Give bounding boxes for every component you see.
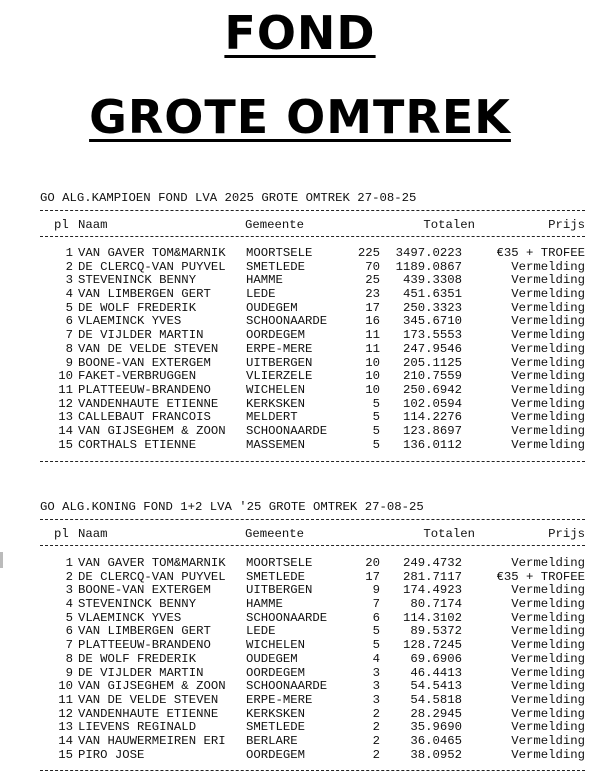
total-cell: 439.3308 <box>402 273 462 288</box>
rank-cell: 14 <box>58 733 73 748</box>
gemeente-cell: KERKSKEN <box>246 706 306 721</box>
table-row <box>40 357 585 371</box>
total-cell: 38.0952 <box>410 747 462 762</box>
name-cell: VLAEMINCK YVES <box>78 610 182 625</box>
table-row <box>40 625 585 639</box>
rank-cell: 7 <box>65 328 73 343</box>
col-naam: Naam <box>78 527 108 541</box>
page-title-line1-text: FOND <box>224 6 376 60</box>
rank-cell: 4 <box>65 597 73 612</box>
total-cell: 1189.0867 <box>395 259 462 274</box>
prize-cell: Vermelding <box>511 733 585 748</box>
count-cell: 10 <box>365 355 380 370</box>
name-cell: STEVENINCK BENNY <box>78 597 197 612</box>
rank-cell: 2 <box>65 259 73 274</box>
table2-bottom-divider <box>40 770 585 771</box>
prize-cell: Vermelding <box>511 259 585 274</box>
rank-cell: 6 <box>65 624 73 639</box>
gemeente-cell: SMETLEDE <box>246 569 306 584</box>
count-cell: 5 <box>372 437 380 452</box>
rank-cell: 12 <box>58 396 73 411</box>
table2-top-divider <box>40 519 585 520</box>
table-row <box>40 247 585 261</box>
gemeente-cell: KERKSKEN <box>246 396 306 411</box>
rank-cell: 15 <box>58 437 73 452</box>
rank-cell: 10 <box>58 679 73 694</box>
prize-cell: Vermelding <box>511 341 585 356</box>
gemeente-cell: BERLARE <box>246 733 298 748</box>
prize-cell: Vermelding <box>511 556 585 570</box>
gemeente-cell: LEDE <box>246 287 276 302</box>
name-cell: VAN GIJSEGHEM & ZOON <box>78 679 226 694</box>
rank-cell: 3 <box>65 273 73 288</box>
gemeente-cell: VLIERZELE <box>246 369 313 384</box>
total-cell: 128.7245 <box>402 638 462 653</box>
total-cell: 210.7559 <box>402 369 462 384</box>
gemeente-cell: MELDERT <box>246 410 298 425</box>
prize-cell: Vermelding <box>511 706 585 721</box>
total-cell: 80.7174 <box>410 597 462 612</box>
table-row <box>40 680 585 694</box>
total-cell: 173.5553 <box>402 328 462 343</box>
col-prijs: Prijs <box>548 218 585 232</box>
prize-cell: Vermelding <box>511 410 585 425</box>
count-cell: 10 <box>365 369 380 384</box>
count-cell: 2 <box>372 720 380 735</box>
count-cell: 5 <box>372 638 380 653</box>
name-cell: BOONE-VAN EXTERGEM <box>78 583 211 598</box>
table-row <box>40 653 585 667</box>
rank-cell: 12 <box>58 706 73 721</box>
gemeente-cell: SCHOONAARDE <box>246 679 328 694</box>
gemeente-cell: SMETLEDE <box>246 720 306 735</box>
prize-cell: Vermelding <box>511 273 585 288</box>
prize-cell: Vermelding <box>511 638 585 653</box>
table-row <box>40 343 585 357</box>
rank-cell: 13 <box>58 720 73 735</box>
prize-cell: €35 + TROFEE <box>496 569 585 584</box>
table-row <box>40 598 585 612</box>
rank-cell: 9 <box>65 355 73 370</box>
rank-cell: 5 <box>65 300 73 315</box>
table-row <box>40 302 585 316</box>
table1-bottom-divider <box>40 461 585 462</box>
total-cell: 250.3323 <box>402 300 462 315</box>
gemeente-cell: ERPE-MERE <box>246 692 313 707</box>
prize-cell: Vermelding <box>511 692 585 707</box>
count-cell: 5 <box>372 624 380 639</box>
table-row <box>40 557 585 571</box>
name-cell: FAKET-VERBRUGGEN <box>78 369 197 384</box>
col-pl: pl <box>54 527 69 541</box>
table2-rows <box>40 557 585 762</box>
count-cell: 20 <box>365 556 380 570</box>
count-cell: 11 <box>365 341 380 356</box>
table-row <box>40 667 585 681</box>
count-cell: 70 <box>365 259 380 274</box>
name-cell: VLAEMINCK YVES <box>78 314 182 329</box>
gemeente-cell: OUDEGEM <box>246 300 298 315</box>
name-cell: DE CLERCQ-VAN PUYVEL <box>78 569 226 584</box>
prize-cell: Vermelding <box>511 720 585 735</box>
rank-cell: 9 <box>65 665 73 680</box>
table-row <box>40 329 585 343</box>
name-cell: VAN DE VELDE STEVEN <box>78 341 219 356</box>
prize-cell: Vermelding <box>511 396 585 411</box>
name-cell: VAN LIMBERGEN GERT <box>78 624 211 639</box>
prize-cell: Vermelding <box>511 423 585 438</box>
table-row <box>40 735 585 749</box>
prize-cell: Vermelding <box>511 287 585 302</box>
rank-cell: 13 <box>58 410 73 425</box>
table-row <box>40 639 585 653</box>
table-row <box>40 288 585 302</box>
total-cell: 451.6351 <box>402 287 462 302</box>
total-cell: 46.4413 <box>410 665 462 680</box>
prize-cell: Vermelding <box>511 369 585 384</box>
table-row <box>40 398 585 412</box>
name-cell: DE CLERCQ-VAN PUYVEL <box>78 259 226 274</box>
count-cell: 11 <box>365 328 380 343</box>
table2-column-header <box>40 528 585 542</box>
total-cell: 345.6710 <box>402 314 462 329</box>
total-cell: 249.4732 <box>402 556 462 570</box>
name-cell: DE WOLF FREDERIK <box>78 651 197 666</box>
total-cell: 247.9546 <box>402 341 462 356</box>
table-row <box>40 384 585 398</box>
page-title-line2-text: GROTE OMTREK <box>89 90 511 144</box>
total-cell: 54.5818 <box>410 692 462 707</box>
prize-cell: Vermelding <box>511 597 585 612</box>
prize-cell: Vermelding <box>511 583 585 598</box>
gemeente-cell: SMETLEDE <box>246 259 306 274</box>
name-cell: VAN HAUWERMEIREN ERI <box>78 733 226 748</box>
name-cell: VAN LIMBERGEN GERT <box>78 287 211 302</box>
rank-cell: 5 <box>65 610 73 625</box>
prize-cell: Vermelding <box>511 355 585 370</box>
name-cell: VAN GAVER TOM&MARNIK <box>78 246 226 260</box>
rank-cell: 3 <box>65 583 73 598</box>
table1-rows <box>40 247 585 452</box>
gemeente-cell: OORDEGEM <box>246 747 306 762</box>
count-cell: 17 <box>365 569 380 584</box>
name-cell: VAN DE VELDE STEVEN <box>78 692 219 707</box>
total-cell: 69.6906 <box>410 651 462 666</box>
table2-header-divider <box>40 545 585 546</box>
count-cell: 2 <box>372 733 380 748</box>
col-pl: pl <box>54 218 69 232</box>
col-naam: Naam <box>78 218 108 232</box>
gemeente-cell: HAMME <box>246 597 283 612</box>
name-cell: VANDENHAUTE ETIENNE <box>78 396 219 411</box>
col-gemeente: Gemeente <box>245 527 305 541</box>
total-cell: 89.5372 <box>410 624 462 639</box>
count-cell: 6 <box>372 610 380 625</box>
prize-cell: Vermelding <box>511 665 585 680</box>
name-cell: LIEVENS REGINALD <box>78 720 197 735</box>
table-row <box>40 439 585 453</box>
rank-cell: 6 <box>65 314 73 329</box>
total-cell: 35.9690 <box>410 720 462 735</box>
prize-cell: Vermelding <box>511 747 585 762</box>
prize-cell: Vermelding <box>511 624 585 639</box>
table1-heading: GO ALG.KAMPIOEN FOND LVA 2025 GROTE OMTREK 27-08-25 <box>40 191 417 205</box>
name-cell: CORTHALS ETIENNE <box>78 437 197 452</box>
count-cell: 2 <box>372 706 380 721</box>
rank-cell: 1 <box>65 246 73 260</box>
total-cell: 28.2945 <box>410 706 462 721</box>
name-cell: PIRO JOSE <box>78 747 145 762</box>
gemeente-cell: SCHOONAARDE <box>246 610 328 625</box>
name-cell: STEVENINCK BENNY <box>78 273 197 288</box>
gemeente-cell: WICHELEN <box>246 382 306 397</box>
gemeente-cell: OUDEGEM <box>246 651 298 666</box>
name-cell: DE VIJLDER MARTIN <box>78 665 204 680</box>
count-cell: 3 <box>372 665 380 680</box>
count-cell: 23 <box>365 287 380 302</box>
count-cell: 5 <box>372 423 380 438</box>
name-cell: PLATTEEUW-BRANDENO <box>78 382 211 397</box>
name-cell: VAN GAVER TOM&MARNIK <box>78 556 226 570</box>
prize-cell: €35 + TROFEE <box>496 246 585 260</box>
gemeente-cell: UITBERGEN <box>246 355 313 370</box>
prize-cell: Vermelding <box>511 328 585 343</box>
table-row <box>40 721 585 735</box>
table-row <box>40 571 585 585</box>
count-cell: 9 <box>372 583 380 598</box>
table-row <box>40 315 585 329</box>
table-row <box>40 261 585 275</box>
count-cell: 10 <box>365 382 380 397</box>
gemeente-cell: OORDEGEM <box>246 665 306 680</box>
name-cell: BOONE-VAN EXTERGEM <box>78 355 211 370</box>
rank-cell: 4 <box>65 287 73 302</box>
total-cell: 250.6942 <box>402 382 462 397</box>
total-cell: 102.0594 <box>402 396 462 411</box>
total-cell: 114.2276 <box>402 410 462 425</box>
count-cell: 7 <box>372 597 380 612</box>
gemeente-cell: UITBERGEN <box>246 583 313 598</box>
table1-top-divider <box>40 210 585 211</box>
total-cell: 54.5413 <box>410 679 462 694</box>
rank-cell: 7 <box>65 638 73 653</box>
total-cell: 281.7117 <box>402 569 462 584</box>
gemeente-cell: SCHOONAARDE <box>246 314 328 329</box>
rank-cell: 8 <box>65 651 73 666</box>
table-row <box>40 584 585 598</box>
gemeente-cell: HAMME <box>246 273 283 288</box>
table-row <box>40 612 585 626</box>
table-row <box>40 694 585 708</box>
rank-cell: 1 <box>65 556 73 570</box>
total-cell: 174.4923 <box>402 583 462 598</box>
rank-cell: 11 <box>58 692 73 707</box>
table1-column-header <box>40 219 585 233</box>
gemeente-cell: MOORTSELE <box>246 556 313 570</box>
total-cell: 205.1125 <box>402 355 462 370</box>
page-title-line1 <box>0 6 600 60</box>
table-row <box>40 708 585 722</box>
col-totalen: Totalen <box>423 218 475 232</box>
table-row <box>40 749 585 763</box>
total-cell: 136.0112 <box>402 437 462 452</box>
total-cell: 3497.0223 <box>395 246 462 260</box>
prize-cell: Vermelding <box>511 314 585 329</box>
col-prijs: Prijs <box>548 527 585 541</box>
count-cell: 16 <box>365 314 380 329</box>
prize-cell: Vermelding <box>511 679 585 694</box>
col-gemeente: Gemeente <box>245 218 305 232</box>
count-cell: 5 <box>372 410 380 425</box>
gemeente-cell: LEDE <box>246 624 276 639</box>
rank-cell: 14 <box>58 423 73 438</box>
name-cell: CALLEBAUT FRANCOIS <box>78 410 211 425</box>
table2-heading: GO ALG.KONING FOND 1+2 LVA '25 GROTE OMTREK 27-08-25 <box>40 500 424 514</box>
scan-edge-mark <box>0 552 3 568</box>
table-row <box>40 370 585 384</box>
count-cell: 4 <box>372 651 380 666</box>
table1-header-divider <box>40 236 585 237</box>
rank-cell: 10 <box>58 369 73 384</box>
total-cell: 114.3102 <box>402 610 462 625</box>
gemeente-cell: MOORTSELE <box>246 246 313 260</box>
name-cell: PLATTEEUW-BRANDENO <box>78 638 211 653</box>
total-cell: 123.8697 <box>402 423 462 438</box>
rank-cell: 2 <box>65 569 73 584</box>
prize-cell: Vermelding <box>511 610 585 625</box>
gemeente-cell: OORDEGEM <box>246 328 306 343</box>
count-cell: 25 <box>365 273 380 288</box>
table-row <box>40 425 585 439</box>
rank-cell: 15 <box>58 747 73 762</box>
gemeente-cell: WICHELEN <box>246 638 306 653</box>
count-cell: 17 <box>365 300 380 315</box>
name-cell: DE VIJLDER MARTIN <box>78 328 204 343</box>
prize-cell: Vermelding <box>511 651 585 666</box>
name-cell: VANDENHAUTE ETIENNE <box>78 706 219 721</box>
count-cell: 5 <box>372 396 380 411</box>
name-cell: VAN GIJSEGHEM & ZOON <box>78 423 226 438</box>
rank-cell: 8 <box>65 341 73 356</box>
count-cell: 3 <box>372 679 380 694</box>
table-row <box>40 411 585 425</box>
name-cell: DE WOLF FREDERIK <box>78 300 197 315</box>
col-totalen: Totalen <box>423 527 475 541</box>
total-cell: 36.0465 <box>410 733 462 748</box>
gemeente-cell: SCHOONAARDE <box>246 423 328 438</box>
gemeente-cell: ERPE-MERE <box>246 341 313 356</box>
count-cell: 225 <box>357 246 380 260</box>
page-title-line2 <box>0 90 600 144</box>
gemeente-cell: MASSEMEN <box>246 437 306 452</box>
count-cell: 3 <box>372 692 380 707</box>
prize-cell: Vermelding <box>511 300 585 315</box>
rank-cell: 11 <box>58 382 73 397</box>
table-row <box>40 274 585 288</box>
prize-cell: Vermelding <box>511 382 585 397</box>
prize-cell: Vermelding <box>511 437 585 452</box>
count-cell: 2 <box>372 747 380 762</box>
